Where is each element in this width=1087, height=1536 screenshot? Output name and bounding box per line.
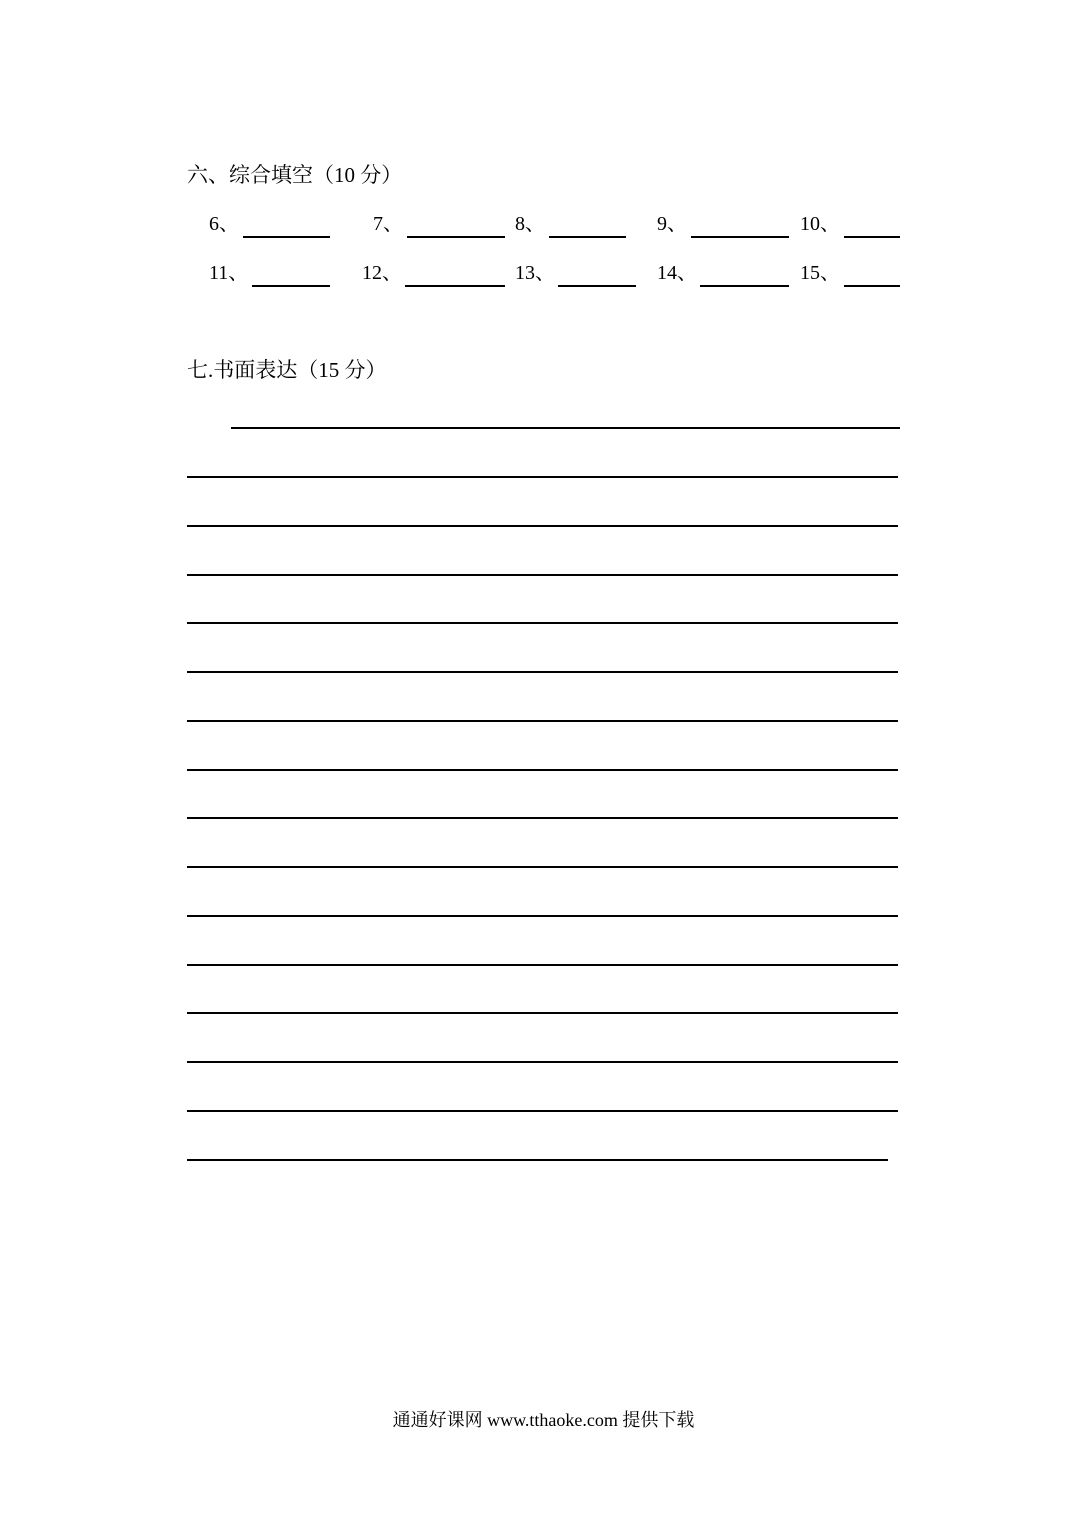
answer-blank[interactable] (209, 261, 331, 287)
writing-line (187, 1110, 898, 1112)
writing-line (187, 720, 898, 722)
blank-underline (691, 236, 789, 238)
answer-blank[interactable] (657, 261, 789, 287)
blank-number: 9、 (657, 213, 687, 235)
blank-underline (405, 285, 505, 287)
writing-line (187, 525, 898, 527)
blank-number: 14、 (657, 262, 697, 284)
blank-underline (549, 236, 626, 238)
writing-line (187, 769, 898, 771)
blank-underline (243, 236, 330, 238)
answer-blank[interactable] (373, 212, 505, 238)
answer-blank[interactable] (515, 261, 637, 287)
writing-line (187, 866, 898, 868)
writing-line (187, 964, 898, 966)
writing-line (187, 574, 898, 576)
writing-line (187, 817, 898, 819)
writing-line (187, 622, 898, 624)
blank-number: 12、 (362, 262, 402, 284)
blank-number: 13、 (515, 262, 555, 284)
writing-line (187, 1061, 898, 1063)
blank-number: 7、 (373, 213, 403, 235)
blank-number: 11、 (209, 262, 249, 284)
writing-line (187, 476, 898, 478)
blank-number: 8、 (515, 213, 545, 235)
answer-blank[interactable] (800, 212, 900, 238)
blank-underline (252, 285, 330, 287)
blank-number: 15、 (800, 262, 840, 284)
blank-underline (407, 236, 505, 238)
answer-blank[interactable] (800, 261, 900, 287)
section-six-title: 六、综合填空（10 分） (187, 163, 403, 187)
blank-underline (844, 285, 900, 287)
footer-source-text: 通通好课网 www.tthaoke.com 提供下载 (392, 1410, 695, 1430)
blank-number: 6、 (209, 213, 239, 235)
blank-underline (844, 236, 900, 238)
section-seven-title: 七.书面表达（15 分） (187, 358, 387, 382)
writing-line (187, 1159, 888, 1161)
answer-blank[interactable] (209, 212, 331, 238)
writing-line (187, 1012, 898, 1014)
writing-line (231, 427, 900, 429)
answer-blank[interactable] (515, 212, 627, 238)
answer-blank[interactable] (657, 212, 789, 238)
blank-underline (700, 285, 789, 287)
writing-line (187, 915, 898, 917)
blank-number: 10、 (800, 213, 840, 235)
blank-underline (558, 285, 636, 287)
answer-blank[interactable] (362, 261, 505, 287)
writing-line (187, 671, 898, 673)
